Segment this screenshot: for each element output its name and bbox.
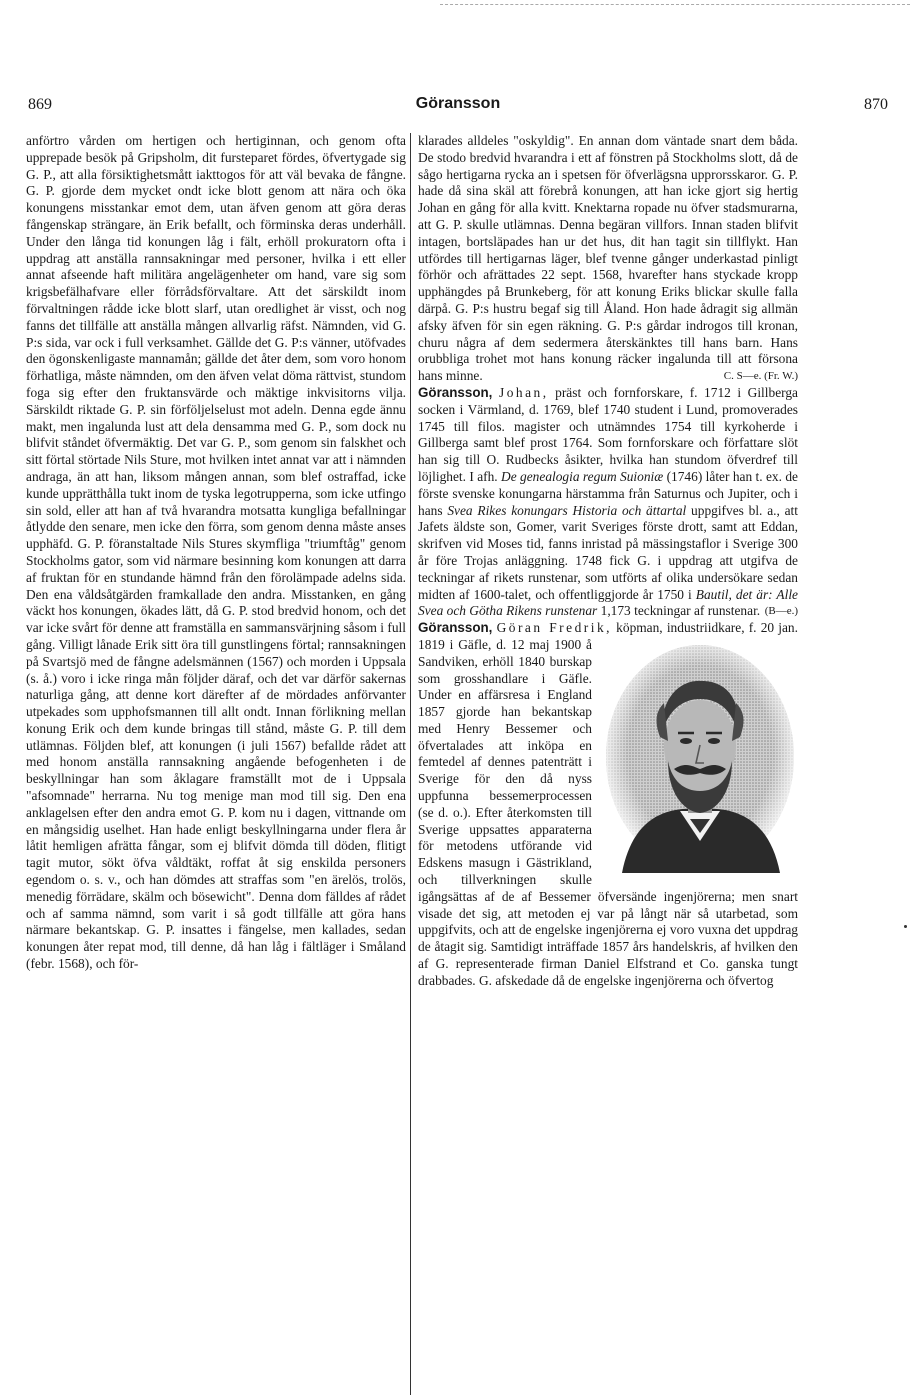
top-rule [440, 4, 910, 5]
continuation-text: klarades alldeles "oskyldig". En annan dom väntade snart dem båda. De stodo bredvid hvarandra i ett af fönstren på Stockholms slott, då de sågo hertigarna rycka an i spetsen för öfverlägsna upprorsskaror. G. P. hade då sina skäl att förebrå konungen, att han icke gjort sig hertig Johan en gång för alla kvitt. Knektarna ropade nu öfver stadsmurarna, att G. P. skulle utlämnas. Denna begäran villfors. Innan staden blifvit intagen, bortsläpades han ur det hus, dit han tagit sin tillflykt. Han utfördes till hertigarnas läger, blef tvenne gånger underkastad pinligt förhör och afrättades 22 sept. 1568, hvarefter hans styckade kropp upphängdes på Brunkeberg, för att konung Eriks blickar skulle falla därpå. G. P:s hustru begaf sig till Åland. Hon hade ådragit sig allmän afsky äfven för sin egen räkning. G. P:s gårdar indrogos till kronan, churu några af dem sedermera återskänktes till hans barn. Hans orubbliga trohet mot hans konung räcker ingalunda till att försona hans minne. [418, 133, 798, 384]
page-number-left: 869 [28, 96, 52, 113]
portrait-illustration [602, 641, 798, 873]
entry-goran-fredrik [418, 620, 798, 990]
entry-johan-text-d: 1,173 teckningar af runstenar. [600, 603, 761, 619]
given-name-goran-fredrik: Göran Fredrik, [496, 620, 612, 636]
work-title-bautil: Bautil, det är: Alle Svea och Götha Rikens runstenar [418, 586, 798, 619]
headword-goransson-johan: Göransson, [418, 384, 493, 400]
entry-continuation [418, 133, 798, 385]
left-column-text: anförtro vården om hertigen och hertiginnan, och genom ofta upprepade besök på Gripsholm, dit fursteparet fördes, öfvertygade sig G. P., att alla försiktighetsmått iakttogos för att väl bevaka de fångne. G. P. gjorde dem mycket ondt icke blott genom att nära och öka konungens misstankar emot dem, utan äfven genom att göra deras fångenskap strängare, än Erik befallt, och förminska deras underhåll. Under den långa tid konungen låg i fält, erhöll prokuratorn ofta i uppdrag att anställa rannsakningar med personer, hvilka i ett eller annat afseende haft militära angelägenheter om hand, vare sig som krigsbefälhafvare eller förrådsförvaltare. Att det särskildt inom förvaltningen rådde icke blott slarf, utan oredlighet är visst, och nog fanns det tillfälle att anställa mången allvarlig räfst. Nämnden, vid G. P:s sida, var ock i full verksamhet. Gällde det G. P:s vänner, utöfvades den ögonskenligaste mannamån; gällde det åter dem, som voro honom förhatliga, måste nämnden, om den äfven velat döma rättvist, stundom foga sig efter den fruktansvärde och mäktige inkvisitorns vilja. Särskildt riktade G. P. sin förföljelselust mot adeln. Denna egde ännu makt, men ingalunda lust att dela densamma med G. P., som dock nu blifvit ståndet öfvermäktig. Det var G. P., som genom sin falskhet och sitt förtal störtade Nils Sture, mot hvilken intet annat var att i nämnden andraga, än att han, liksom mången annan, som blef ostraffad, icke kunde upprätthålla tukt inom de tyska legotrupperna, som icke utfingo sin sold, eller att han af två hvarandra motsatta kungliga befallningar åtlydde den senare, men icke den förra, som genom denna måste anses upphäfd. G. P. föranstaltade Nils Stures skymfliga "triumftåg" genom Stockholms gator, som vid närmare besinning kom konungen att darra af fruktan för en stundande hämnd från den förolämpade adelns sida. Den ena våldsåtgärden framkallade den andra. Misstanken, en gång väckt hos konungen, ökades lätt, då G. P. stod bredvid honom, och det var icke svårt för denne att framställa en sammansvärjning såsom i full gång. Villigt lånade Erik sitt öra till gunstlingens förtal; rannsakningen på Svartsjö med de fångne adelsmännen (1567) och morden i Uppsala (s. å.) voro i icke ringa mån följder däraf, och det var därför sakernas naturliga gång, att denne kort därefter af de mördades anförvanter utpekades som upphofsmannen till allt ondt. Innan förlikning mellan konung Erik och dem kunde bringas till stånd, måste G. P. till dem utlämnas. Följden blef, att konungen (i juli 1567) befallde rådet att med honom anställa rannsakning angående befogenheten i de beskyllningar han som åklagare framställt mot de i Uppsala "afsomnade" herrarna. Nu tog menige man mod till sig. Den ena anklagelsen efter den andra emot G. P. kom nu i dagen, vittnande om en mångsidig uselhet. Han hade enligt beskyllningarna under flera år låtit hemligen afrätta fångar, som ej blifvit dömda till döden, flitigt tagit mutor, sökt öfva våldtäkt, roffat åt sig enskilda personers egendom o. s. v., och han dömdes att straffas som "en ärelös, trolös, menedig förrädare, skälm och bösewicht". Denna dom fälldes af rådet och af samma nämnd, som varit i så godt tillfälle att göra hans närmare bekantskap. G. P. insattes i fängelse, men kallades, sedan konungen åter repat mod, till denne, då han låg i fältläger i Småland (febr. 1568), och för- [26, 133, 406, 972]
entry-goran-fredrik-text: köpman, industriidkare, f. 20 jan. 1819 i Gäfle, d. 12 maj 1900 å Sandviken, erhöll 1840 burskap som grosshandlare i Gäfle. Under en affärsresa i England 1857 gjorde han bekantskap med Henry Bessemer och öfvertalades att inköpa en femtedel af dennes patenträtt i Sverige för den då nyss uppfunna bessemerprocessen (se d. o.). Efter återkomsten till Sverige uppsattes apparaterna för metodens utförande vid Edskens masugn i Gästrikland, och tillverkningen skulle igångsättas af de af Bessemer öfversände ingenjörerna; men snart visade det sig, att metoden ej var på långt när så utarbetad, som uppgifvits, och att de engelske ingenjörerna ej voro vuxna det uppdrag de åtagit sig. Samtidigt inträffade 1857 års handelskris, af hvilken den af G. representerade firman Daniel Elfstrand et Co. ganska tungt drabbades. G. afskedade då de engelske ingenjörerna och öfvertog [418, 620, 798, 988]
column-divider [410, 133, 411, 1395]
right-column [418, 133, 798, 990]
entry-johan-text-a: präst och fornforskare, f. 1712 i Gillberga socken i Värmland, d. 1769, blef 1740 student i Lund, promoverades 1745 till filos. magister och utnämndes 1754 till kyrkoherde i Gillberga samt blef prost 1764. Som fornforskare och författare slöt han sig till O. Rudbecks åsikter, hvilka han stundom öfverdref till löjlighet. I afh. [418, 384, 798, 484]
page-header [28, 96, 888, 122]
margin-dot [904, 925, 907, 928]
work-title-svea-rikes: Svea Rikes konungars Historia och ättartal [447, 502, 687, 518]
work-title-genealogia: De genealogia regum Suioniæ [501, 468, 664, 484]
entry-johan [418, 385, 798, 620]
page-number-right: 870 [864, 96, 888, 113]
entry-johan-text-c: uppgifves bl. a., att Jafets äldste son, Gomer, varit Sveriges förste drott, samt att Eddan, skrifven vid Moses tid, fanns inristad på mässingstaflor i Sverige 300 år före Trojas anläggning. 1748 fick G. i uppdrag att utgifva de teckningar af rikets runstenar, som utförts af olika undersökare sedan midten af 1600-talet, och offentliggjorde år 1750 i [418, 502, 798, 602]
headword-goransson-goran: Göransson, [418, 620, 493, 636]
left-column [26, 133, 406, 973]
signature-1: C. S—e. (Fr. W.) [723, 370, 798, 383]
signature-2: (B—e.) [764, 605, 798, 618]
portrait-icon [602, 641, 798, 873]
entry-johan-text-b: (1746) låter han t. ex. de förste svenske konungarna härstamma från Saturnus och Jupiter, och i hans [418, 468, 798, 518]
running-title: Göransson [415, 95, 501, 112]
given-name-johan: Johan, [498, 384, 549, 400]
